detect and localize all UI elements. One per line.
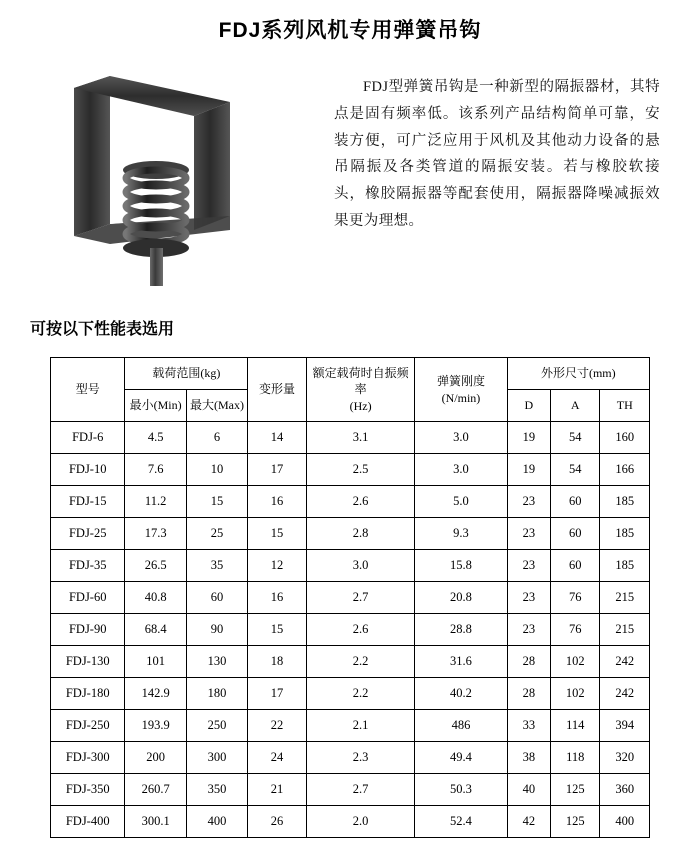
cell-model: FDJ-350 [51,774,125,806]
table-row [51,710,650,742]
cell-th: 185 [600,486,650,518]
cell-min: 40.8 [125,582,186,614]
table-row [51,774,650,806]
cell-def: 16 [248,582,307,614]
cell-d: 42 [507,806,550,838]
cell-stiff: 20.8 [415,582,507,614]
cell-d: 38 [507,742,550,774]
header-dim-th: TH [600,390,650,422]
cell-d: 23 [507,518,550,550]
table-row [51,422,650,454]
table-row [51,678,650,710]
cell-freq: 2.7 [306,582,415,614]
cell-freq: 2.1 [306,710,415,742]
intro-section [0,66,700,286]
specification-table [50,357,650,838]
page-title: FDJ系列风机专用弹簧吊钩 [218,19,482,42]
table-row [51,518,650,550]
cell-model: FDJ-300 [51,742,125,774]
cell-max: 350 [186,774,247,806]
header-stiffness-label: 弹簧刚度 [436,374,485,389]
cell-max: 90 [186,614,247,646]
cell-d: 23 [507,614,550,646]
cell-d: 40 [507,774,550,806]
table-header-row-1 [51,358,650,390]
cell-min: 4.5 [125,422,186,454]
cell-stiff: 3.0 [415,422,507,454]
table-row [51,486,650,518]
cell-def: 24 [248,742,307,774]
cell-def: 15 [248,614,307,646]
cell-th: 394 [600,710,650,742]
header-frequency-label: 额定载荷时自振频率 [312,366,409,397]
cell-a: 114 [551,710,600,742]
cell-model: FDJ-35 [51,550,125,582]
cell-model: FDJ-400 [51,806,125,838]
cell-max: 6 [186,422,247,454]
cell-d: 28 [507,678,550,710]
cell-min: 142.9 [125,678,186,710]
table-body [51,422,650,838]
section-subheading: 可按以下性能表选用 [30,321,175,338]
cell-freq: 2.5 [306,454,415,486]
cell-model: FDJ-130 [51,646,125,678]
intro-paragraph: FDJ型弹簧吊钩是一种新型的隔振器材，其特点是固有频率低。该系列产品结构简单可靠，安装方便，可广泛应用于风机及其他动力设备的悬吊隔振及各类管道的隔振安装。若与橡胶软接头，橡胶隔振器等配套使用，隔振器降噪减振效果更为理想。 [334,79,660,230]
cell-stiff: 28.8 [415,614,507,646]
cell-a: 60 [551,518,600,550]
table-header [51,358,650,422]
cell-freq: 3.0 [306,550,415,582]
cell-th: 215 [600,582,650,614]
cell-max: 35 [186,550,247,582]
table-row [51,582,650,614]
cell-min: 68.4 [125,614,186,646]
cell-stiff: 31.6 [415,646,507,678]
header-frequency-unit: (Hz) [349,398,372,413]
cell-max: 250 [186,710,247,742]
cell-freq: 2.6 [306,614,415,646]
cell-stiff: 49.4 [415,742,507,774]
header-deformation: 变形量 [248,358,307,422]
cell-min: 11.2 [125,486,186,518]
header-frequency [306,358,415,422]
cell-freq: 2.0 [306,806,415,838]
table-row [51,614,650,646]
cell-max: 10 [186,454,247,486]
cell-stiff: 5.0 [415,486,507,518]
cell-th: 360 [600,774,650,806]
cell-def: 18 [248,646,307,678]
intro-text-block [334,66,660,235]
cell-th: 400 [600,806,650,838]
table-row [51,806,650,838]
cell-def: 17 [248,678,307,710]
cell-th: 166 [600,454,650,486]
cell-freq: 2.3 [306,742,415,774]
cell-th: 160 [600,422,650,454]
cell-d: 19 [507,422,550,454]
header-dim-a: A [551,390,600,422]
table-row [51,550,650,582]
cell-stiff: 3.0 [415,454,507,486]
cell-stiff: 15.8 [415,550,507,582]
cell-max: 400 [186,806,247,838]
cell-max: 300 [186,742,247,774]
header-model: 型号 [51,358,125,422]
cell-min: 193.9 [125,710,186,742]
cell-max: 130 [186,646,247,678]
cell-d: 28 [507,646,550,678]
cell-def: 16 [248,486,307,518]
cell-d: 19 [507,454,550,486]
document-page [0,14,700,852]
table-row [51,742,650,774]
cell-a: 54 [551,454,600,486]
cell-freq: 2.2 [306,646,415,678]
header-dimensions: 外形尺寸(mm) [507,358,649,390]
spring-hanger-icon [34,66,334,286]
cell-model: FDJ-60 [51,582,125,614]
cell-a: 60 [551,486,600,518]
product-figure [34,66,334,286]
cell-min: 260.7 [125,774,186,806]
cell-a: 60 [551,550,600,582]
cell-freq: 2.2 [306,678,415,710]
cell-stiff: 40.2 [415,678,507,710]
cell-freq: 2.7 [306,774,415,806]
cell-def: 26 [248,806,307,838]
cell-def: 22 [248,710,307,742]
table-row [51,646,650,678]
table-row [51,454,650,486]
cell-min: 101 [125,646,186,678]
header-load-range: 载荷范围(kg) [125,358,248,390]
cell-freq: 2.8 [306,518,415,550]
cell-max: 15 [186,486,247,518]
cell-th: 215 [600,614,650,646]
cell-a: 54 [551,422,600,454]
cell-d: 23 [507,486,550,518]
cell-model: FDJ-6 [51,422,125,454]
cell-min: 7.6 [125,454,186,486]
cell-th: 242 [600,646,650,678]
cell-freq: 3.1 [306,422,415,454]
cell-d: 33 [507,710,550,742]
cell-def: 14 [248,422,307,454]
cell-th: 320 [600,742,650,774]
cell-model: FDJ-10 [51,454,125,486]
cell-d: 23 [507,550,550,582]
cell-min: 17.3 [125,518,186,550]
cell-model: FDJ-90 [51,614,125,646]
header-stiffness-unit: (N/min) [441,390,481,405]
cell-model: FDJ-250 [51,710,125,742]
cell-a: 76 [551,614,600,646]
cell-stiff: 9.3 [415,518,507,550]
cell-d: 23 [507,582,550,614]
cell-max: 25 [186,518,247,550]
cell-min: 200 [125,742,186,774]
cell-th: 242 [600,678,650,710]
cell-a: 125 [551,806,600,838]
cell-max: 60 [186,582,247,614]
cell-th: 185 [600,518,650,550]
cell-def: 17 [248,454,307,486]
cell-model: FDJ-25 [51,518,125,550]
cell-model: FDJ-180 [51,678,125,710]
cell-model: FDJ-15 [51,486,125,518]
cell-max: 180 [186,678,247,710]
cell-def: 15 [248,518,307,550]
cell-a: 102 [551,646,600,678]
header-dim-d: D [507,390,550,422]
cell-min: 26.5 [125,550,186,582]
header-load-min: 最小(Min) [125,390,186,422]
header-load-max: 最大(Max) [186,390,247,422]
cell-th: 185 [600,550,650,582]
cell-a: 102 [551,678,600,710]
cell-def: 12 [248,550,307,582]
cell-stiff: 486 [415,710,507,742]
header-stiffness [415,358,507,422]
cell-def: 21 [248,774,307,806]
cell-stiff: 50.3 [415,774,507,806]
cell-a: 118 [551,742,600,774]
cell-stiff: 52.4 [415,806,507,838]
cell-a: 125 [551,774,600,806]
cell-a: 76 [551,582,600,614]
cell-min: 300.1 [125,806,186,838]
cell-freq: 2.6 [306,486,415,518]
